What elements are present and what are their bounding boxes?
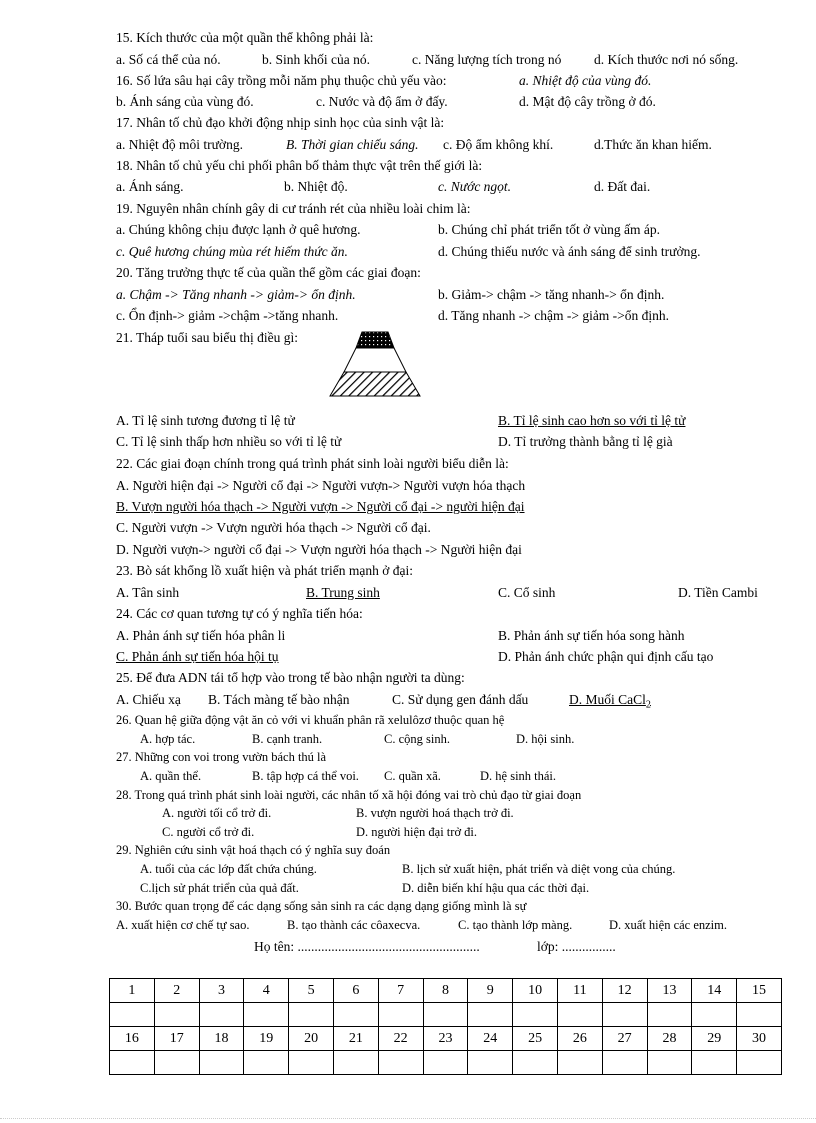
- q25-stem: 25. Để đưa ADN tái tổ hợp vào trong tế bào nhận người ta dùng:: [116, 670, 465, 685]
- answer-cell[interactable]: [602, 1003, 647, 1027]
- q19-option-c: c. Quê hương chúng mùa rét hiếm thức ăn.: [116, 244, 348, 259]
- answer-cell[interactable]: [333, 1051, 378, 1075]
- q16-stem: 16. Số lứa sâu hại cây trồng mỗi năm phụ thuộc chủ yếu vào:: [116, 73, 447, 88]
- q18-option-d: d. Đất đai.: [594, 179, 651, 194]
- answer-cell[interactable]: [737, 1051, 782, 1075]
- q27-option-c: C. quần xã.: [384, 769, 441, 783]
- q16-option-c: c. Nước và độ ẩm ở đấy.: [316, 94, 448, 109]
- q16-option-a: a. Nhiệt độ của vùng đó.: [519, 73, 652, 88]
- student-class-field: lớp: ................: [537, 939, 616, 954]
- answer-number: 11: [557, 979, 602, 1003]
- q15-option-b: b. Sinh khối của nó.: [262, 52, 370, 67]
- answer-number: 6: [333, 979, 378, 1003]
- answer-number: 18: [199, 1027, 244, 1051]
- q23-option-b: B. Trung sinh: [306, 585, 380, 600]
- q18-option-c: c. Nước ngọt.: [438, 179, 512, 194]
- q28-option-a: A. người tối cổ trở đi.: [162, 806, 272, 820]
- answer-cell[interactable]: [692, 1003, 737, 1027]
- q30-option-b: B. tạo thành các côaxecva.: [287, 918, 421, 932]
- q20-option-a: a. Chậm -> Tăng nhanh -> giảm-> ổn định.: [116, 287, 356, 302]
- answer-cell[interactable]: [513, 1003, 558, 1027]
- q23-stem: 23. Bò sát khổng lồ xuất hiện và phát triển mạnh ở đại:: [116, 563, 413, 578]
- q18-option-b: b. Nhiệt độ.: [284, 179, 348, 194]
- q27-option-d: D. hệ sinh thái.: [480, 769, 557, 783]
- q29-stem: 29. Nghiên cứu sinh vật hoá thạch có ý nghĩa suy đoán: [116, 843, 391, 857]
- pyramid-bottom-band: [330, 372, 420, 396]
- answer-cell[interactable]: [333, 1003, 378, 1027]
- answer-cell[interactable]: [647, 1003, 692, 1027]
- answer-number: 9: [468, 979, 513, 1003]
- q30-option-d: D. xuất hiện các enzim.: [609, 918, 728, 932]
- q17-stem: 17. Nhân tố chủ đạo khởi động nhịp sinh học của sinh vật là:: [116, 115, 445, 130]
- answer-table-header-row-1: [110, 979, 782, 1003]
- answer-number: 19: [244, 1027, 289, 1051]
- q17-option-d: d.Thức ăn khan hiếm.: [594, 137, 712, 152]
- q21-option-d: D. Tỉ trưởng thành bằng tỉ lệ già: [498, 434, 673, 449]
- answer-number: 17: [154, 1027, 199, 1051]
- q15-stem: 15. Kích thước của một quần thể không phải là:: [116, 30, 374, 45]
- q21-option-c: C. Tỉ lệ sinh thấp hơn nhiều so với tỉ lệ tử: [116, 434, 342, 449]
- q16-option-d: d. Mật độ cây trồng ở đó.: [519, 94, 656, 109]
- q24-option-b: B. Phản ánh sự tiến hóa song hành: [498, 628, 685, 643]
- answer-cell[interactable]: [423, 1051, 468, 1075]
- q25-option-c: C. Sử dụng gen đánh dấu: [392, 692, 529, 707]
- answer-cell[interactable]: [647, 1051, 692, 1075]
- answer-number: 27: [602, 1027, 647, 1051]
- answer-number: 14: [692, 979, 737, 1003]
- q26-stem: 26. Quan hệ giữa động vật ăn cỏ với vi khuẩn phân rã xelulôzơ thuộc quan hệ: [116, 713, 505, 727]
- q28-option-d: D. người hiện đại trở đi.: [356, 825, 478, 839]
- q25-option-d-subscript: 2: [645, 699, 651, 711]
- answer-number: 20: [289, 1027, 334, 1051]
- q26-option-b: B. cạnh tranh.: [252, 732, 323, 746]
- q30-option-a: A. xuất hiện cơ chế tự sao.: [116, 918, 250, 932]
- q25-option-d-text: D. Muối CaCl: [569, 692, 646, 707]
- answer-number: 10: [513, 979, 558, 1003]
- answer-cell[interactable]: [110, 1003, 155, 1027]
- answer-table: [109, 978, 782, 1075]
- q30-option-c: C. tạo thành lớp màng.: [458, 918, 573, 932]
- answer-cell[interactable]: [289, 1003, 334, 1027]
- answer-number: 25: [513, 1027, 558, 1051]
- q20-option-d: d. Tăng nhanh -> chậm -> giảm ->ổn định.: [438, 308, 670, 323]
- q19-option-b: b. Chúng chỉ phát triển tốt ở vùng ấm áp.: [438, 222, 660, 237]
- q23-option-c: C. Cổ sinh: [498, 585, 556, 600]
- q22-option-d: D. Người vượn-> người cổ đại -> Vượn người hóa thạch -> Người hiện đại: [116, 542, 522, 557]
- q19-stem: 19. Nguyên nhân chính gây di cư tránh rét của nhiều loài chim là:: [116, 201, 471, 216]
- pyramid-middle-band: [344, 348, 406, 372]
- answer-number: 1: [110, 979, 155, 1003]
- answer-table-header-row-2: [110, 1027, 782, 1051]
- answer-number: 12: [602, 979, 647, 1003]
- q26-option-a: A. hợp tác.: [140, 732, 196, 746]
- q27-option-b: B. tập hợp cá thể voi.: [252, 769, 359, 783]
- q17-option-a: a. Nhiệt độ môi trường.: [116, 137, 243, 152]
- answer-cell[interactable]: [244, 1003, 289, 1027]
- q21-option-b: B. Tỉ lệ sinh cao hơn so với tỉ lệ tử: [498, 413, 686, 428]
- q26-option-d: D. hội sinh.: [516, 732, 575, 746]
- answer-cell[interactable]: [423, 1003, 468, 1027]
- answer-cell[interactable]: [602, 1051, 647, 1075]
- q18-stem: 18. Nhân tố chủ yếu chi phối phân bố thảm thực vật trên thế giới là:: [116, 158, 483, 173]
- q24-option-d: D. Phản ánh chức phận qui định cấu tạo: [498, 649, 714, 664]
- page-bottom-divider: [0, 1118, 816, 1119]
- q25-option-a: A. Chiếu xạ: [116, 692, 181, 707]
- q22-option-c: C. Người vượn -> Vượn người hóa thạch -> Người cổ đại.: [116, 520, 431, 535]
- q17-option-c: c. Độ ẩm không khí.: [443, 137, 554, 152]
- q22-option-a: A. Người hiện đại -> Người cổ đại -> Người vượn-> Người vượn hóa thạch: [116, 478, 526, 493]
- q29-option-d: D. diễn biến khí hậu qua các thời đại.: [402, 881, 590, 895]
- q29-option-b: B. lịch sử xuất hiện, phát triển và diệt vong của chúng.: [402, 862, 676, 876]
- answer-number: 23: [423, 1027, 468, 1051]
- answer-cell[interactable]: [557, 1003, 602, 1027]
- answer-cell[interactable]: [110, 1051, 155, 1075]
- answer-number: 22: [378, 1027, 423, 1051]
- q21-option-a: A. Tỉ lệ sinh tương đương tỉ lệ tử: [116, 413, 295, 428]
- answer-number: 30: [737, 1027, 782, 1051]
- q28-option-b: B. vượn người hoá thạch trở đi.: [356, 806, 514, 820]
- answer-number: 3: [199, 979, 244, 1003]
- q18-option-a: a. Ánh sáng.: [116, 179, 184, 194]
- answer-number: 8: [423, 979, 468, 1003]
- q25-option-b: B. Tách màng tế bào nhận: [208, 692, 350, 707]
- answer-cell[interactable]: [557, 1051, 602, 1075]
- q19-option-a: a. Chúng không chịu được lạnh ở quê hương.: [116, 222, 361, 237]
- q29-option-a: A. tuổi của các lớp đất chứa chúng.: [140, 862, 317, 876]
- q20-stem: 20. Tăng trưởng thực tế của quần thể gồm các giai đoạn:: [116, 265, 421, 280]
- q23-option-a: A. Tân sinh: [116, 585, 180, 600]
- answer-number: 7: [378, 979, 423, 1003]
- q19-option-d: d. Chúng thiếu nước và ánh sáng để sinh trưởng.: [438, 244, 701, 259]
- q25-option-d: [569, 691, 651, 715]
- answer-cell[interactable]: [378, 1003, 423, 1027]
- q28-stem: 28. Trong quá trình phát sinh loài người, các nhân tố xã hội đóng vai trò chủ đạo từ giai đoạn: [116, 788, 582, 802]
- q16-option-b: b. Ánh sáng của vùng đó.: [116, 94, 254, 109]
- answer-cell[interactable]: [513, 1051, 558, 1075]
- answer-cell[interactable]: [468, 1003, 513, 1027]
- q27-option-a: A. quần thể.: [140, 769, 202, 783]
- answer-number: 2: [154, 979, 199, 1003]
- q21-stem: 21. Tháp tuổi sau biểu thị điều gì:: [116, 330, 298, 345]
- pyramid-top-band: [356, 332, 394, 348]
- answer-cell[interactable]: [199, 1051, 244, 1075]
- q15-option-a: a. Số cá thể của nó.: [116, 52, 221, 67]
- q28-option-c: C. người cổ trở đi.: [162, 825, 255, 839]
- answer-cell[interactable]: [244, 1051, 289, 1075]
- answer-number: 26: [557, 1027, 602, 1051]
- q30-stem: 30. Bước quan trọng để các dạng sống sản sinh ra các dạng dạng giống mình là sự: [116, 899, 527, 913]
- answer-number: 28: [647, 1027, 692, 1051]
- answer-cell[interactable]: [154, 1051, 199, 1075]
- q26-option-c: C. cộng sinh.: [384, 732, 450, 746]
- q24-stem: 24. Các cơ quan tương tự có ý nghĩa tiến hóa:: [116, 606, 363, 621]
- answer-cell[interactable]: [737, 1003, 782, 1027]
- q23-option-d: D. Tiền Cambi: [678, 585, 758, 600]
- q20-option-b: b. Giảm-> chậm -> tăng nhanh-> ổn định.: [438, 287, 665, 302]
- answer-number: 29: [692, 1027, 737, 1051]
- q29-option-c: C.lịch sử phát triển của quả đất.: [140, 881, 299, 895]
- answer-cell[interactable]: [692, 1051, 737, 1075]
- q24-option-c: C. Phản ánh sự tiến hóa hội tụ: [116, 649, 279, 664]
- q15-option-c: c. Năng lượng tích trong nó: [412, 52, 562, 67]
- answer-number: 24: [468, 1027, 513, 1051]
- q24-option-a: A. Phản ánh sự tiến hóa phân li: [116, 628, 286, 643]
- q27-stem: 27. Những con voi trong vườn bách thú là: [116, 750, 327, 764]
- answer-number: 15: [737, 979, 782, 1003]
- q15-option-d: d. Kích thước nơi nó sống.: [594, 52, 739, 67]
- answer-cell[interactable]: [378, 1051, 423, 1075]
- answer-cell[interactable]: [468, 1051, 513, 1075]
- q17-option-b: B. Thời gian chiếu sáng.: [286, 137, 419, 152]
- answer-number: 4: [244, 979, 289, 1003]
- answer-cell[interactable]: [289, 1051, 334, 1075]
- answer-number: 21: [333, 1027, 378, 1051]
- q20-option-c: c. Ổn định-> giảm ->chậm ->tăng nhanh.: [116, 308, 339, 323]
- answer-number: 13: [647, 979, 692, 1003]
- answer-cell[interactable]: [199, 1003, 244, 1027]
- answer-cell[interactable]: [154, 1003, 199, 1027]
- answer-table-blank-row-2: [110, 1051, 782, 1075]
- answer-number: 16: [110, 1027, 155, 1051]
- q22-stem: 22. Các giai đoạn chính trong quá trình phát sinh loài người biểu diễn là:: [116, 456, 509, 471]
- answer-table-blank-row-1: [110, 1003, 782, 1027]
- answer-number: 5: [289, 979, 334, 1003]
- student-name-field: Họ tên: ......................................................: [254, 939, 480, 954]
- age-pyramid-figure: [328, 331, 422, 397]
- q22-option-b: B. Vượn người hóa thạch -> Người vượn -> Người cổ đại -> người hiện đại: [116, 499, 525, 514]
